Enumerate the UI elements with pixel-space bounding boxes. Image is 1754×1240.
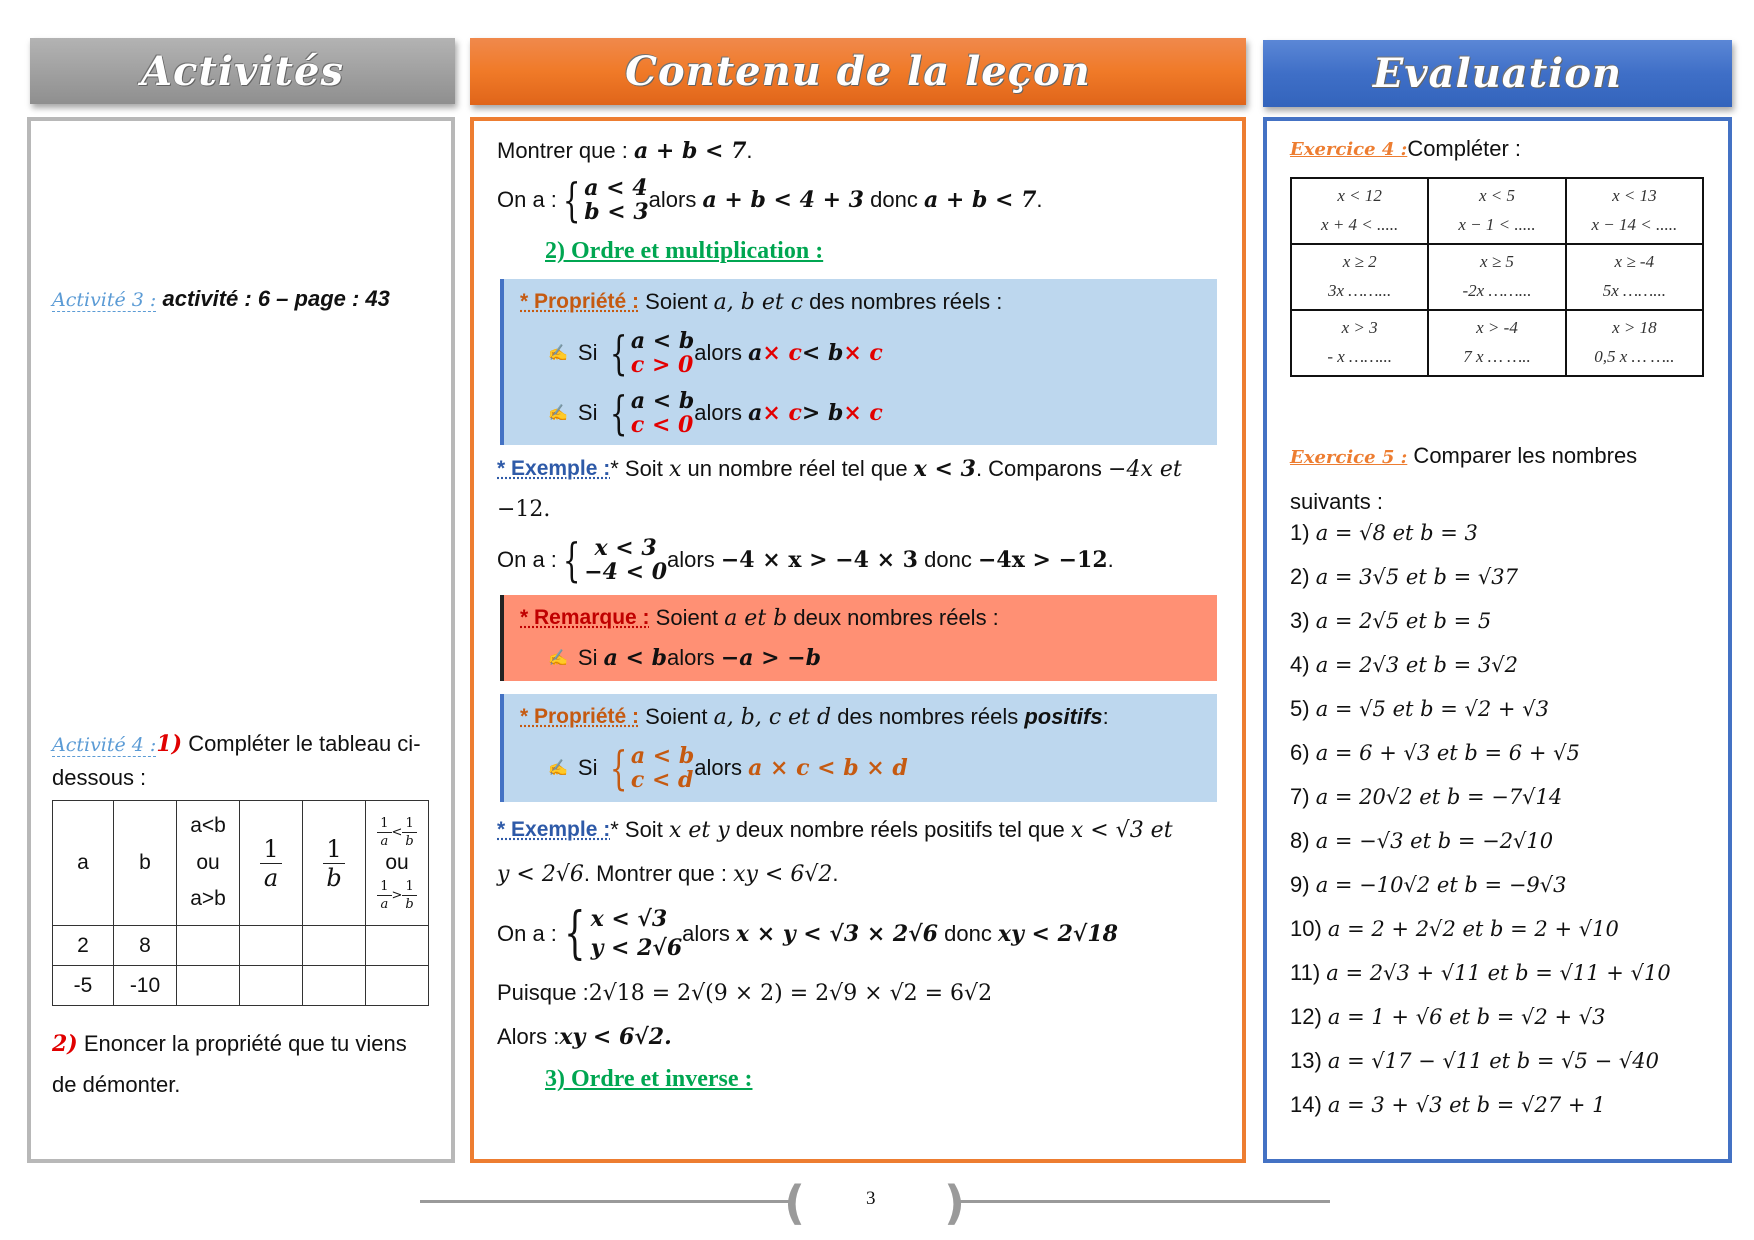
math: x et y <box>668 817 730 843</box>
system-brace: { x < 3 −4 < 0 <box>562 533 668 588</box>
pencil-icon: ✍ <box>548 345 568 363</box>
text: alors <box>667 645 715 670</box>
blank-expression: 5x ……... <box>1602 281 1666 300</box>
item-expression: a = 2√3 + √11 et b = √11 + √10 <box>1326 961 1671 985</box>
blank-expression: 0,5 x … ….. <box>1594 347 1675 366</box>
exercise-5-item <box>1290 1092 1605 1118</box>
cell: -5 <box>53 966 114 1006</box>
math: a, b et c <box>713 289 804 315</box>
exercise-5-item <box>1290 828 1553 854</box>
example-label: * Exemple : <box>497 457 611 480</box>
cell-empty[interactable] <box>303 926 366 966</box>
pencil-icon: ✍ <box>548 405 568 423</box>
system-line: c < 0 <box>630 412 694 439</box>
header-compare-inverse <box>366 801 429 926</box>
page-number: 3 <box>866 1188 876 1209</box>
system-line: c < d <box>630 767 694 794</box>
text: Soient <box>645 289 708 314</box>
blank-expression: x − 14 < ..... <box>1591 215 1678 234</box>
table-cell <box>1428 178 1565 244</box>
question-2-line-2: de démonter. <box>52 1071 181 1097</box>
denominator: a <box>263 863 279 892</box>
header-ou: ou <box>196 850 220 874</box>
question-2-number: 2) <box>52 1031 78 1057</box>
math: × c <box>843 340 883 367</box>
exercise-4-title <box>1290 136 1521 162</box>
item-number: 12) <box>1290 1004 1322 1029</box>
numerator: 1 <box>323 837 344 864</box>
footer-line-right <box>960 1200 1330 1203</box>
item-number: 9) <box>1290 872 1310 897</box>
instruction-line-1: Compléter le tableau ci- <box>188 731 421 756</box>
text: . Montrer que : <box>583 861 727 886</box>
condition: x > -4 <box>1476 318 1518 338</box>
numerator: 1 <box>260 837 281 864</box>
item-number: 10) <box>1290 916 1322 941</box>
blank-expression: x + 4 < ..... <box>1321 215 1399 234</box>
lesson-line-2 <box>497 173 1043 228</box>
exercise-5-item <box>1290 872 1567 898</box>
cell-empty[interactable] <box>240 926 303 966</box>
exercise-5-item <box>1290 916 1619 942</box>
condition: x ≥ -4 <box>1614 252 1655 272</box>
condition: x < 5 <box>1478 186 1515 206</box>
header-ou-2: ou <box>385 851 409 875</box>
condition: x < 12 <box>1337 186 1382 206</box>
cell-empty[interactable] <box>177 966 240 1006</box>
inverse-gt: $\frac{1}{a}$ > $\frac{1}{b}$ <box>377 888 416 903</box>
text: Compléter : <box>1407 136 1522 161</box>
system-line: x < 3 <box>594 535 657 561</box>
text: . <box>1036 187 1043 213</box>
text: Soient <box>655 605 719 630</box>
footer-line-left <box>420 1200 790 1203</box>
section-2-heading: 2) Ordre et multiplication : <box>545 238 824 264</box>
text: donc <box>944 920 992 946</box>
table-cell <box>1428 310 1565 376</box>
system-line: a < b <box>630 388 695 414</box>
text: Si <box>577 400 598 426</box>
blank-expression: 3x ……... <box>1328 281 1392 300</box>
activities-header <box>30 38 455 104</box>
text: alors <box>667 547 715 573</box>
table-header-row <box>53 801 429 926</box>
table-cell <box>1566 244 1703 310</box>
table-cell <box>1291 244 1428 310</box>
property-1-rule-1 <box>548 326 883 381</box>
table-cell <box>1291 178 1428 244</box>
item-expression: a = 2 + 2√2 et b = 2 + √10 <box>1327 917 1619 941</box>
exercise-5-item <box>1290 784 1562 810</box>
math: a × c < b × d <box>748 755 908 782</box>
text: On a : <box>497 547 557 573</box>
property-label: * Propriété : <box>520 705 640 728</box>
cell-empty[interactable] <box>177 926 240 966</box>
math: x <box>668 456 682 482</box>
condition: x ≥ 5 <box>1480 252 1514 272</box>
lesson-title: Contenu de la leçon <box>625 48 1091 95</box>
math: a + b < 7 <box>923 187 1037 214</box>
item-number: 4) <box>1290 652 1310 677</box>
math: a <box>748 340 763 367</box>
text: donc <box>924 547 972 573</box>
exercise-5-title <box>1290 434 1637 524</box>
math: xy < 6√2. <box>559 1024 672 1050</box>
property-1-rule-2 <box>548 386 883 441</box>
condition: x > 3 <box>1341 318 1378 338</box>
text: * Soit <box>610 456 663 481</box>
math: a, b, c et d <box>713 704 832 730</box>
blank-expression: 7 x … ….. <box>1463 347 1531 366</box>
exercise-5-item <box>1290 1048 1659 1074</box>
question-1-number: 1) <box>156 731 183 757</box>
math: a <box>748 400 763 427</box>
system-brace: { a < b c < 0 <box>609 386 695 441</box>
math: < b <box>801 340 844 367</box>
item-number: 11) <box>1290 960 1321 985</box>
exercise-5-item <box>1290 652 1518 678</box>
activity-4-instruction <box>52 727 422 795</box>
math: y < 2√6 <box>497 861 584 887</box>
evaluation-title: Evaluation <box>1372 50 1623 97</box>
header-inverse-a <box>240 801 303 926</box>
activity-4-label: Activité 4 : <box>52 734 157 756</box>
text: . Comparons <box>975 456 1102 481</box>
text: Alors : <box>497 1024 560 1049</box>
item-number: 13) <box>1290 1048 1322 1073</box>
exercise-5-item <box>1290 960 1671 986</box>
remark-rule <box>548 645 821 671</box>
text: des nombres réels <box>837 704 1019 729</box>
section-3-heading: 3) Ordre et inverse : <box>545 1066 753 1092</box>
activity-4-question-2 <box>52 1024 432 1105</box>
example-2-line-2 <box>497 861 838 887</box>
item-expression: a = −√3 et b = −2√10 <box>1315 829 1554 853</box>
text: deux nombres réels : <box>793 605 999 630</box>
text: Si <box>577 645 598 670</box>
table-cell <box>1566 310 1703 376</box>
item-expression: a = −10√2 et b = −9√3 <box>1315 873 1567 897</box>
footer-bracket-left: ( <box>784 1176 806 1230</box>
math: x < 3 <box>913 456 976 482</box>
example-1-line-1 <box>497 456 1182 482</box>
cell-empty[interactable] <box>303 966 366 1006</box>
item-expression: a = √5 et b = √2 + √3 <box>1315 697 1549 721</box>
text: On a : <box>497 920 557 946</box>
item-expression: a = 3√5 et b = √37 <box>1315 565 1518 589</box>
header-a-gt-b: a>b <box>190 887 226 911</box>
condition: x > 18 <box>1612 318 1657 338</box>
text: alors <box>694 400 742 426</box>
item-number: 1) <box>1290 520 1310 545</box>
fraction-1-over-b <box>323 834 344 892</box>
blank-expression: -2x ……... <box>1462 281 1532 300</box>
property-1-intro <box>520 289 1002 315</box>
text: On a : <box>497 187 557 213</box>
activity-3-label: Activité 3 : <box>52 289 157 311</box>
system-line: x < √3 <box>590 906 668 932</box>
math: −4 × x > −4 × 3 <box>720 547 918 574</box>
pencil-icon: ✍ <box>548 650 568 667</box>
condition: x ≥ 2 <box>1342 252 1377 272</box>
property-box-1 <box>500 279 1217 445</box>
header-inverse-b <box>303 801 366 926</box>
cell: -10 <box>114 966 177 1006</box>
system-line: a < b <box>630 328 695 354</box>
system-line: −4 < 0 <box>584 559 668 586</box>
fraction-1-over-a <box>260 834 281 892</box>
table-cell <box>1428 244 1565 310</box>
item-expression: a = 3 + √3 et b = √27 + 1 <box>1327 1093 1606 1117</box>
exercise-5-item <box>1290 564 1518 590</box>
item-number: 8) <box>1290 828 1310 853</box>
denominator: b <box>326 863 342 892</box>
table-row <box>53 966 429 1006</box>
system-line: b < 3 <box>584 199 649 226</box>
text: des nombres réels : <box>809 289 1003 314</box>
activities-title: Activités <box>141 47 344 95</box>
system-brace: { x < √3 y < 2√6 <box>564 900 683 966</box>
item-expression: a = 6 + √3 et b = 6 + √5 <box>1315 741 1580 765</box>
item-expression: a = 2√5 et b = 5 <box>1315 609 1492 633</box>
item-expression: a = 1 + √6 et b = √2 + √3 <box>1327 1005 1606 1029</box>
cell: 8 <box>114 926 177 966</box>
example-1-solution <box>497 533 1114 588</box>
property-label: * Propriété : <box>520 290 640 313</box>
math: xy < 2√18 <box>997 920 1118 947</box>
cell-empty[interactable] <box>240 966 303 1006</box>
text: Puisque : <box>497 980 589 1005</box>
math: x × y < √3 × 2√6 <box>735 920 938 947</box>
cell: 2 <box>53 926 114 966</box>
math: a < b <box>603 645 667 671</box>
text: alors <box>694 340 742 366</box>
remark-label: * Remarque : <box>520 606 650 629</box>
system-line: c > 0 <box>630 352 694 379</box>
example-label: * Exemple : <box>497 818 611 841</box>
cell-empty[interactable] <box>366 926 429 966</box>
math: −4x > −12 <box>977 547 1108 574</box>
exercise-label: Exercice 5 : <box>1290 447 1408 468</box>
inverse-lt: $\frac{1}{a}$ < $\frac{1}{b}$ <box>377 825 416 840</box>
text: . <box>832 861 839 886</box>
item-number: 14) <box>1290 1092 1322 1117</box>
text: Soient <box>645 704 708 729</box>
example-2-line-1 <box>497 817 1173 843</box>
example-2-puisque <box>497 980 992 1006</box>
text: Si <box>577 755 598 781</box>
text: deux nombre réels positifs tel que <box>735 817 1065 842</box>
example-2-solution <box>497 900 1118 966</box>
blank-expression: - x ……... <box>1327 347 1393 366</box>
system-brace: { a < 4 b < 3 <box>562 173 649 228</box>
item-number: 6) <box>1290 740 1310 765</box>
system-brace: { a < b c > 0 <box>609 326 695 381</box>
exercise-label: Exercice 4 : <box>1290 138 1408 160</box>
item-number: 5) <box>1290 696 1310 721</box>
math: −4x et <box>1108 456 1182 482</box>
activity-3 <box>52 286 390 312</box>
instruction-line-2: dessous : <box>52 765 147 791</box>
text: donc <box>870 187 918 213</box>
math: a + b < 7 <box>633 138 747 164</box>
text: . <box>1107 547 1114 573</box>
exercise-5-item <box>1290 696 1549 722</box>
pencil-icon: ✍ <box>548 760 568 778</box>
math: −a > −b <box>720 645 822 671</box>
activities-panel <box>27 117 455 1163</box>
condition: x < 13 <box>1612 186 1657 206</box>
math: xy < 6√2 <box>733 861 833 887</box>
text: alors <box>648 187 697 213</box>
property-box-2 <box>500 694 1217 802</box>
item-number: 7) <box>1290 784 1310 809</box>
exercise-4-table <box>1290 177 1704 377</box>
remark-intro <box>520 605 999 631</box>
text: : <box>1102 704 1109 729</box>
text: Comparer les nombres <box>1407 443 1638 468</box>
math: 2√18 = 2√(9 × 2) = 2√9 × √2 = 6√2 <box>588 980 993 1006</box>
header-a-lt-b: a<b <box>190 813 226 837</box>
table-row <box>53 926 429 966</box>
table-cell <box>1291 310 1428 376</box>
text: * Soit <box>610 817 663 842</box>
blank-expression: x − 1 < ..... <box>1458 215 1536 234</box>
math: × c <box>762 400 802 427</box>
text: alors <box>694 755 742 781</box>
emphasis: positifs <box>1024 704 1103 729</box>
exercise-5-item <box>1290 608 1491 634</box>
cell-empty[interactable] <box>366 966 429 1006</box>
header-b: b <box>114 801 177 926</box>
item-number: 2) <box>1290 564 1310 589</box>
remark-box <box>500 595 1217 681</box>
math: × c <box>762 340 802 367</box>
text: suivants : <box>1290 489 1383 514</box>
activity-4-table <box>52 800 429 1006</box>
system-brace: { a < b c < d <box>609 741 695 796</box>
system-line: a < b <box>630 743 695 769</box>
text: . <box>746 138 753 163</box>
example-1-line-2: −12. <box>497 497 551 522</box>
property-2-intro <box>520 704 1109 730</box>
math: x < √3 et <box>1070 817 1173 843</box>
table-row <box>1291 178 1703 244</box>
lesson-line-1 <box>497 138 753 164</box>
table-cell <box>1566 178 1703 244</box>
exercise-5-item <box>1290 1004 1605 1030</box>
table-row <box>1291 244 1703 310</box>
math: a et b <box>724 605 788 631</box>
text: alors <box>682 920 730 946</box>
table-row <box>1291 310 1703 376</box>
header-a: a <box>53 801 114 926</box>
math: > b <box>801 400 844 427</box>
text: Si <box>577 340 598 366</box>
math: a + b < 4 + 3 <box>702 187 864 214</box>
text: un nombre réel tel que <box>687 456 908 481</box>
property-2-rule <box>548 741 908 796</box>
exercise-5-item <box>1290 740 1580 766</box>
evaluation-header <box>1263 40 1732 107</box>
text: Montrer que : <box>497 138 628 163</box>
lesson-header <box>470 38 1246 105</box>
activity-3-text: activité : 6 – page : 43 <box>162 286 390 311</box>
footer-bracket-right: ) <box>944 1176 966 1230</box>
math: × c <box>843 400 883 427</box>
system-line: y < 2√6 <box>590 934 683 961</box>
header-compare <box>177 801 240 926</box>
item-number: 3) <box>1290 608 1310 633</box>
item-expression: a = √8 et b = 3 <box>1315 521 1478 545</box>
item-expression: a = 2√3 et b = 3√2 <box>1315 653 1518 677</box>
question-2-line-1: Enoncer la propriété que tu viens <box>83 1031 407 1056</box>
item-expression: a = √17 − √11 et b = √5 − √40 <box>1327 1049 1659 1073</box>
exercise-5-item <box>1290 520 1478 546</box>
item-expression: a = 20√2 et b = −7√14 <box>1315 785 1563 809</box>
system-line: a < 4 <box>584 175 648 201</box>
example-2-conclusion <box>497 1024 672 1050</box>
